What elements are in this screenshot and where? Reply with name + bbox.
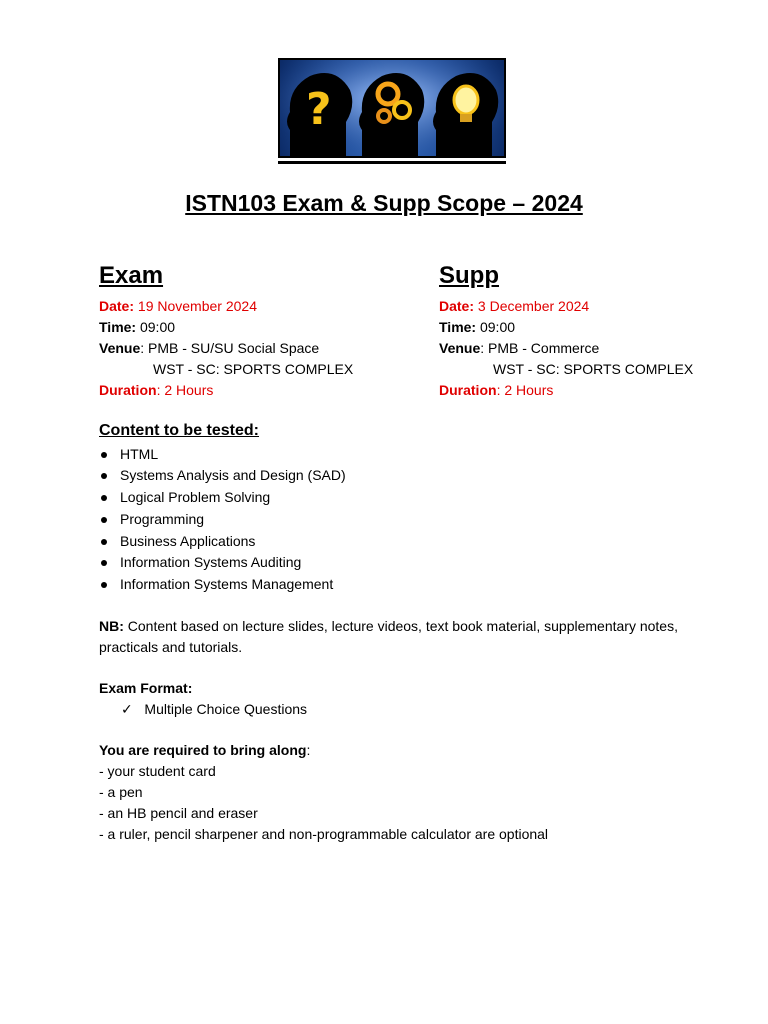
- list-item: - a ruler, pencil sharpener and non-programmable calculator are optional: [99, 826, 549, 842]
- supp-heading: Supp: [439, 262, 499, 289]
- list-item: Information Systems Management: [99, 574, 346, 596]
- svg-text:?: ?: [306, 84, 332, 135]
- list-item: Information Systems Auditing: [99, 552, 346, 574]
- exam-duration-value: : 2 Hours: [156, 382, 214, 398]
- supp-date: [439, 296, 693, 317]
- supp-venue: [439, 338, 693, 359]
- exam-section: [99, 260, 353, 401]
- exam-date: [99, 296, 353, 317]
- exam-time: [99, 317, 353, 338]
- exam-time-label: Time:: [99, 319, 137, 335]
- supp-date-value: 3 December 2024: [474, 298, 590, 314]
- exam-format-item: [99, 699, 307, 720]
- page-title: ISTN103 Exam & Supp Scope – 2024: [185, 190, 583, 216]
- supp-time-value: 09:00: [476, 319, 516, 335]
- thinking-heads-icon: [280, 60, 504, 156]
- exam-heading: Exam: [99, 262, 164, 289]
- list-item: Programming: [99, 509, 346, 531]
- supp-time-label: Time:: [439, 319, 477, 335]
- checkmark-icon: ✓: [121, 701, 133, 717]
- exam-format-label: Exam Format:: [99, 680, 193, 696]
- list-item: - an HB pencil and eraser: [99, 805, 258, 821]
- exam-time-value: 09:00: [136, 319, 176, 335]
- list-item: Logical Problem Solving: [99, 487, 346, 509]
- supp-duration: [439, 380, 693, 401]
- supp-date-label: Date:: [439, 298, 475, 314]
- exam-venue-label: Venue: [99, 340, 141, 356]
- list-item: Systems Analysis and Design (SAD): [99, 465, 346, 487]
- bring-colon: :: [306, 742, 311, 758]
- list-item: Business Applications: [99, 531, 346, 553]
- list-item: HTML: [99, 444, 346, 466]
- supp-duration-label: Duration: [439, 382, 497, 398]
- list-item: - a pen: [99, 784, 143, 800]
- exam-date-value: 19 November 2024: [134, 298, 257, 314]
- bring-along-section: [99, 740, 548, 845]
- list-item: - your student card: [99, 763, 216, 779]
- exam-venue-value: : PMB - SU/SU Social Space: [140, 340, 320, 356]
- nb-text: Content based on lecture slides, lecture videos, text book material, supplementary notes, practicals and tutorials.: [99, 618, 678, 655]
- content-list: [99, 444, 346, 596]
- content-section: [99, 420, 346, 596]
- exam-duration: [99, 380, 353, 401]
- supp-venue-label: Venue: [439, 340, 481, 356]
- content-heading: Content to be tested:: [99, 422, 259, 439]
- bring-label: You are required to bring along: [99, 742, 307, 758]
- exam-format: [99, 678, 307, 720]
- exam-venue: [99, 338, 353, 359]
- banner-rule: [278, 161, 506, 164]
- exam-date-label: Date:: [99, 298, 135, 314]
- exam-format-value: Multiple Choice Questions: [144, 701, 308, 717]
- supp-section: [439, 260, 693, 401]
- nb-label: NB:: [99, 618, 124, 634]
- supp-venue-value-2: WST - SC: SPORTS COMPLEX: [493, 361, 694, 377]
- exam-duration-label: Duration: [99, 382, 157, 398]
- thinking-heads-image: [278, 58, 506, 158]
- supp-venue-value: : PMB - Commerce: [480, 340, 600, 356]
- header-banner: [278, 58, 506, 166]
- supp-duration-value: : 2 Hours: [496, 382, 554, 398]
- nb-note: [99, 616, 699, 658]
- exam-venue-value-2: WST - SC: SPORTS COMPLEX: [153, 361, 354, 377]
- supp-time: [439, 317, 693, 338]
